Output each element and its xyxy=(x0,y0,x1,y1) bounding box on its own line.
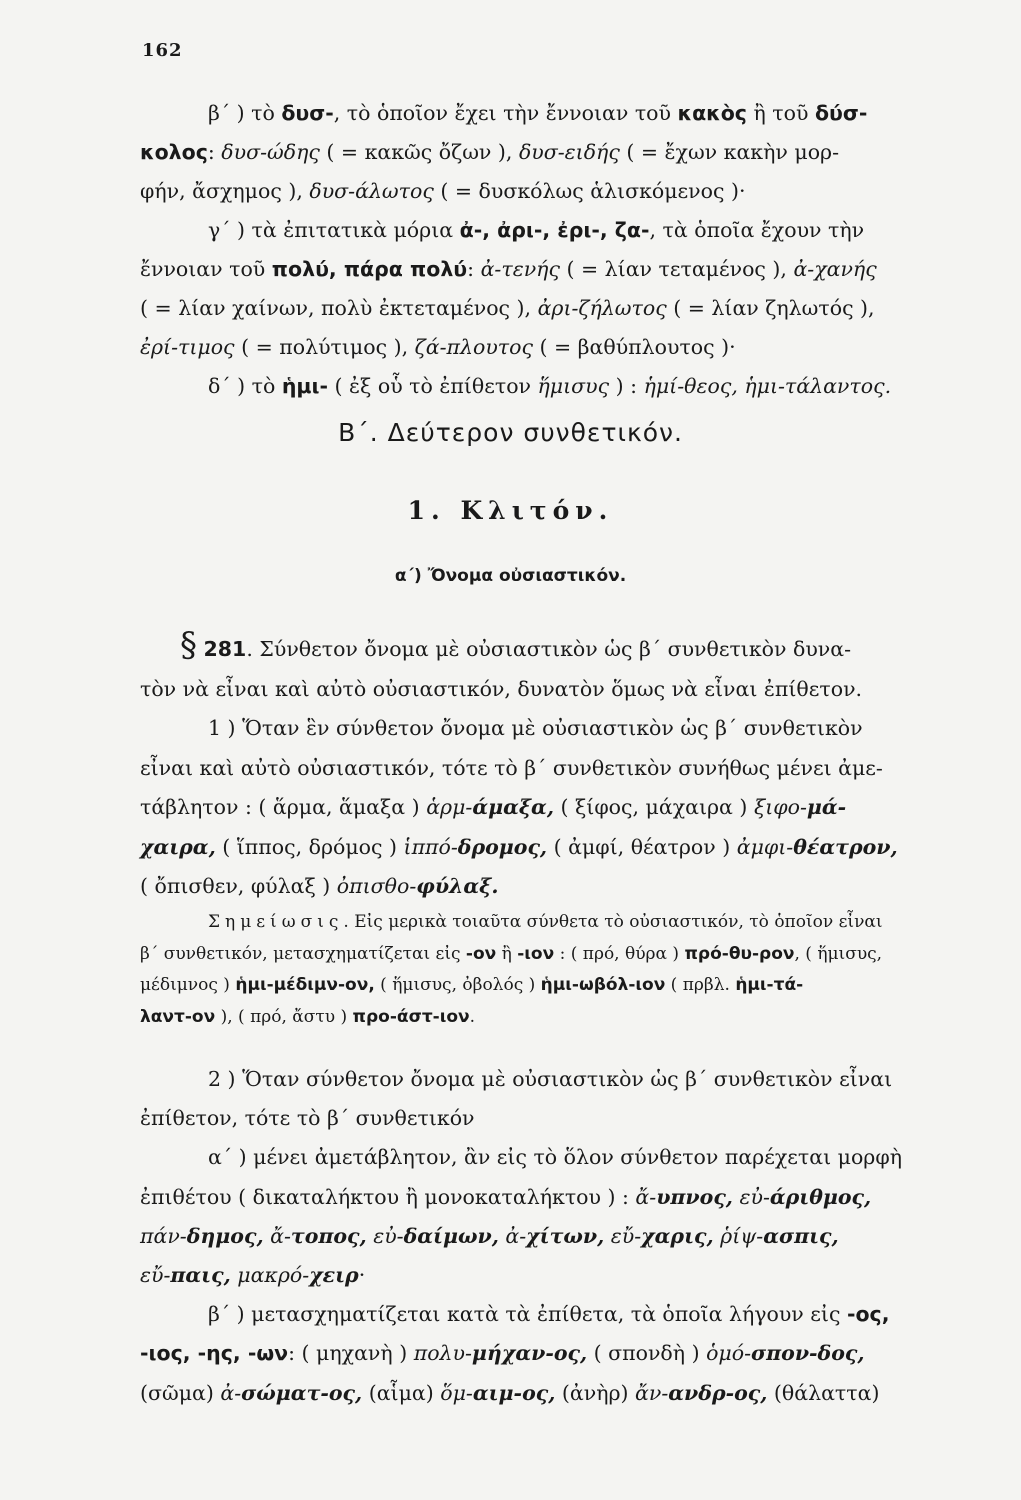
text-segment: ) : xyxy=(609,374,644,398)
text-segment: ( = κακῶς ὄζων ), xyxy=(319,140,519,164)
text-segment: ( = λίαν ζηλωτός ), xyxy=(666,296,875,320)
text-segment: β΄ ) μετασχηματίζεται κατὰ τὰ ἐπίθετα, τὰ ὁποῖα λήγουν εἰς xyxy=(208,1302,847,1327)
text-segment: εὐ- xyxy=(373,1223,404,1248)
text-segment: -ον xyxy=(465,943,497,964)
text-segment: ( σπονδὴ ) xyxy=(587,1341,707,1366)
text-segment: λαντ-ον xyxy=(140,1006,216,1027)
text-line xyxy=(140,1258,980,1292)
text-segment: Σημείωσις xyxy=(208,912,344,932)
text-segment: τοπος, xyxy=(290,1223,367,1248)
text-segment: δημος, xyxy=(186,1223,264,1248)
text-segment: ἢ τοῦ xyxy=(746,101,815,125)
text-segment: ( ἥμισυς, ὀβολός ) xyxy=(374,975,541,995)
text-segment: μήχαν-ος, xyxy=(471,1341,588,1366)
text-segment: : ( μηχανὴ ) xyxy=(288,1341,414,1366)
text-segment: β΄ συνθετικόν, μετασχηματίζεται εἰς xyxy=(140,943,466,964)
text-segment: ζά-πλουτος xyxy=(414,335,533,359)
text-segment: χίτων, xyxy=(526,1223,605,1248)
text-segment: εὔ- xyxy=(610,1223,642,1248)
text-segment: ὅμ- xyxy=(440,1380,473,1405)
text-segment: προ-άστ-ιον xyxy=(352,1006,470,1027)
text-segment: . Σύνθετον ὄνομα μὲ οὐσιαστικὸν ὡς β΄ συνθετικὸν δυνα- xyxy=(246,637,852,661)
text-segment: ἔννοιαν τοῦ xyxy=(140,257,272,281)
text-line xyxy=(140,174,980,208)
text-segment: δυσ- xyxy=(281,101,334,125)
text-segment: πάν- xyxy=(140,1223,187,1248)
text-segment: ασπις, xyxy=(763,1223,839,1248)
text-segment: ( = ἔχων κακὴν μορ- xyxy=(619,140,840,164)
text-segment: ἢ xyxy=(496,943,518,964)
text-segment: ( ἀμφί, θέατρον ) xyxy=(547,834,737,859)
text-segment: εὔ- xyxy=(140,1263,171,1287)
text-segment: ἀ- xyxy=(505,1223,527,1248)
text-segment: (θάλαττα) xyxy=(767,1380,880,1405)
text-segment: , τὰ ὁποῖα ἔχουν τὴν xyxy=(649,218,865,242)
text-segment: ( = δυσκόλως ἁλισκόμενος )· xyxy=(433,179,746,203)
text-segment: παις, xyxy=(170,1263,231,1287)
text-segment: ὀπισθο- xyxy=(336,874,417,898)
text-segment: ἀ-, ἀρι-, ἐρι-, ζα- xyxy=(459,218,650,242)
text-line xyxy=(140,1000,980,1034)
text-segment: ( ξίφος, μάχαιρα ) xyxy=(553,795,754,819)
text-segment: δαίμων, xyxy=(403,1223,499,1248)
text-segment: μέδιμνος ) xyxy=(140,975,236,995)
text-segment: ( πρβλ. xyxy=(665,975,736,995)
text-segment: ἀρι-ζήλωτος xyxy=(537,296,667,320)
text-segment: , τὸ ὁποῖον ἔχει τὴν ἔννοιαν τοῦ xyxy=(333,101,678,125)
text-segment: μά- xyxy=(806,795,847,819)
text-segment: δυσ-άλωτος xyxy=(309,179,434,203)
text-segment: : xyxy=(207,140,222,164)
text-segment: μακρό- xyxy=(237,1263,310,1287)
text-segment: ἡμί-θεος, ἡμι-τάλαντος. xyxy=(643,374,892,398)
text-segment: § xyxy=(180,625,197,665)
text-segment: φύλαξ. xyxy=(416,874,499,898)
text-segment: δυσ-ειδής xyxy=(518,140,620,164)
text-segment: 281 xyxy=(203,637,247,661)
text-segment: ( = λίαν τεταμένος ), xyxy=(559,257,794,281)
text-segment: χαιρα, xyxy=(140,834,216,859)
text-line xyxy=(140,369,1021,403)
text-segment: ἄ- xyxy=(635,1184,657,1209)
text-segment: ἡμι-ωβόλ-ιον xyxy=(540,975,666,995)
text-segment: δ΄ ) τὸ xyxy=(208,374,282,398)
text-line xyxy=(140,96,1021,130)
text-segment: ἀ-τενής xyxy=(480,257,560,281)
text-line xyxy=(140,1376,980,1410)
text-segment: τὸν νὰ εἶναι καὶ αὐτὸ οὐσιαστικόν, δυνατὸν ὅμως νὰ εἶναι ἐπίθετον. xyxy=(140,676,863,701)
text-segment: δύσ- xyxy=(814,101,868,125)
text-line xyxy=(140,252,980,286)
text-segment: ( ἐξ οὗ τὸ ἐπίθετον xyxy=(328,374,538,398)
text-line xyxy=(140,672,980,706)
text-segment: άμαξα, xyxy=(472,795,554,819)
text-segment: ( = πολύτιμος ), xyxy=(234,335,415,359)
text-segment: σπον-δος, xyxy=(751,1341,865,1366)
text-segment: πολύ, πάρα πολύ xyxy=(271,257,468,281)
text-segment: ξιφο- xyxy=(753,795,807,819)
text-segment: φήν, ἄσχημος ), xyxy=(140,179,310,203)
text-segment: -ιος, -ης, -ων xyxy=(140,1341,289,1366)
text-segment: β΄ ) τὸ xyxy=(208,101,282,125)
text-segment: 2 ) Ὅταν σύνθετον ὄνομα μὲ οὐσιαστικὸν ὡς β΄ συνθετικὸν εἶναι xyxy=(208,1067,893,1091)
text-segment: -ιον xyxy=(517,943,555,964)
text-segment: : xyxy=(467,257,481,281)
text-segment: ἄ- xyxy=(270,1223,291,1248)
text-segment: αιμ-ος, xyxy=(472,1380,556,1405)
text-line xyxy=(140,830,980,864)
text-segment: χαρις, xyxy=(641,1223,714,1248)
text-segment: πρό-θυ-ρον xyxy=(684,943,795,964)
text-segment: άριθμος, xyxy=(769,1184,872,1209)
text-line xyxy=(140,1219,980,1253)
text-segment: δρομος, xyxy=(457,834,548,859)
text-line xyxy=(140,751,980,785)
text-line xyxy=(140,937,980,971)
text-segment: ἡμι-μέδιμν-ον, xyxy=(235,975,375,995)
sub-subsection-heading: α΄) Ὄνομα οὐσιαστικόν. xyxy=(394,566,627,586)
text-segment: · xyxy=(358,1263,366,1287)
text-segment: ἐπιθέτου ( δικαταλήκτου ἢ μονοκαταλήκτου ) : xyxy=(140,1184,636,1209)
text-segment: ( ἵππος, δρόμος ) xyxy=(215,834,404,859)
text-segment: . xyxy=(469,1006,476,1027)
text-line xyxy=(140,1336,980,1370)
text-line xyxy=(140,625,1020,666)
page-number: 162 xyxy=(142,40,183,61)
text-segment: ἱππό- xyxy=(403,834,458,859)
section-heading: Β΄. Δεύτερον συνθετικόν. xyxy=(338,418,683,447)
text-segment: ἐρί-τιμος xyxy=(140,335,235,359)
subsection-heading: 1. Κλιτόν. xyxy=(407,496,614,525)
text-line xyxy=(140,1180,980,1214)
text-segment: ἀ- xyxy=(220,1380,242,1405)
text-segment: κακὸς xyxy=(677,101,747,125)
text-segment: εὐ- xyxy=(739,1184,770,1209)
text-segment: τάβλητον : ( ἅρμα, ἅμαξα ) xyxy=(140,795,427,819)
text-segment: θέατρον, xyxy=(793,834,898,859)
text-segment: ( ὄπισθεν, φύλαξ ) xyxy=(140,874,337,898)
text-segment: ἀμφι- xyxy=(736,834,794,859)
text-segment: ( = λίαν χαίνων, πολὺ ἐκτεταμένος ), xyxy=(140,296,538,320)
text-segment: ἐπίθετον, τότε τὸ β΄ συνθετικόν xyxy=(140,1106,475,1131)
text-line xyxy=(140,135,980,169)
text-segment: : ( πρό, θύρα ) xyxy=(554,943,685,964)
text-segment: υπνος, xyxy=(656,1184,733,1209)
text-segment: 1 ) Ὅταν ἓν σύνθετον ὄνομα μὲ οὐσιαστικὸν ὡς β΄ συνθετικὸν xyxy=(208,716,863,740)
text-line xyxy=(140,968,980,1002)
text-segment: ὁμό- xyxy=(706,1341,752,1366)
text-segment: -ος, xyxy=(846,1302,890,1327)
text-segment: πολυ- xyxy=(413,1341,472,1366)
text-segment: α΄ ) μένει ἀμετάβλητον, ἂν εἰς τὸ ὅλον σύνθετον παρέχεται μορφὴ xyxy=(208,1145,902,1170)
text-line xyxy=(140,790,980,824)
text-line xyxy=(140,1062,1021,1096)
text-line xyxy=(140,905,1021,939)
text-segment: ἥμισυς xyxy=(537,374,610,398)
text-segment: ἡμι-τά- xyxy=(735,975,804,995)
text-segment: , ( ἥμισυς, xyxy=(794,943,883,964)
text-segment: κολος xyxy=(140,140,208,164)
text-segment: χειρ xyxy=(309,1263,359,1287)
text-line xyxy=(140,291,980,325)
text-line xyxy=(140,711,1021,745)
text-segment: (σῶμα) xyxy=(140,1380,221,1405)
text-line xyxy=(140,330,980,364)
text-segment: ἡμι- xyxy=(281,374,329,398)
text-line xyxy=(140,1101,980,1135)
text-segment: . Εἰς μερικὰ τοιαῦτα σύνθετα τὸ οὐσιαστικόν, τὸ ὁποῖον εἶναι xyxy=(343,912,883,932)
text-segment: δυσ-ώδης xyxy=(221,140,320,164)
text-segment: ( = βαθύπλουτος )· xyxy=(532,335,736,359)
text-segment: ἄν- xyxy=(635,1380,669,1405)
text-line xyxy=(140,869,980,903)
text-line xyxy=(140,1140,1021,1174)
text-segment: εἶναι καὶ αὐτὸ οὐσιαστικόν, τότε τὸ β΄ συνθετικὸν συνήθως μένει ἀμε- xyxy=(140,755,883,780)
text-segment: ανδρ-ος, xyxy=(668,1380,768,1405)
text-segment: (αἷμα) xyxy=(362,1380,441,1405)
text-segment: (ἀνὴρ) xyxy=(555,1380,636,1405)
text-segment: ῥίψ- xyxy=(720,1223,764,1248)
text-segment: γ΄ ) τὰ ἐπιτατικὰ μόρια xyxy=(208,218,460,242)
text-segment: σώματ-ος, xyxy=(241,1380,363,1405)
text-line xyxy=(140,213,1021,247)
text-segment: ἁρμ- xyxy=(426,795,473,819)
text-line xyxy=(140,1297,1021,1331)
text-segment: ἀ-χανής xyxy=(793,257,877,281)
text-segment: ), ( πρό, ἄστυ ) xyxy=(215,1006,353,1027)
